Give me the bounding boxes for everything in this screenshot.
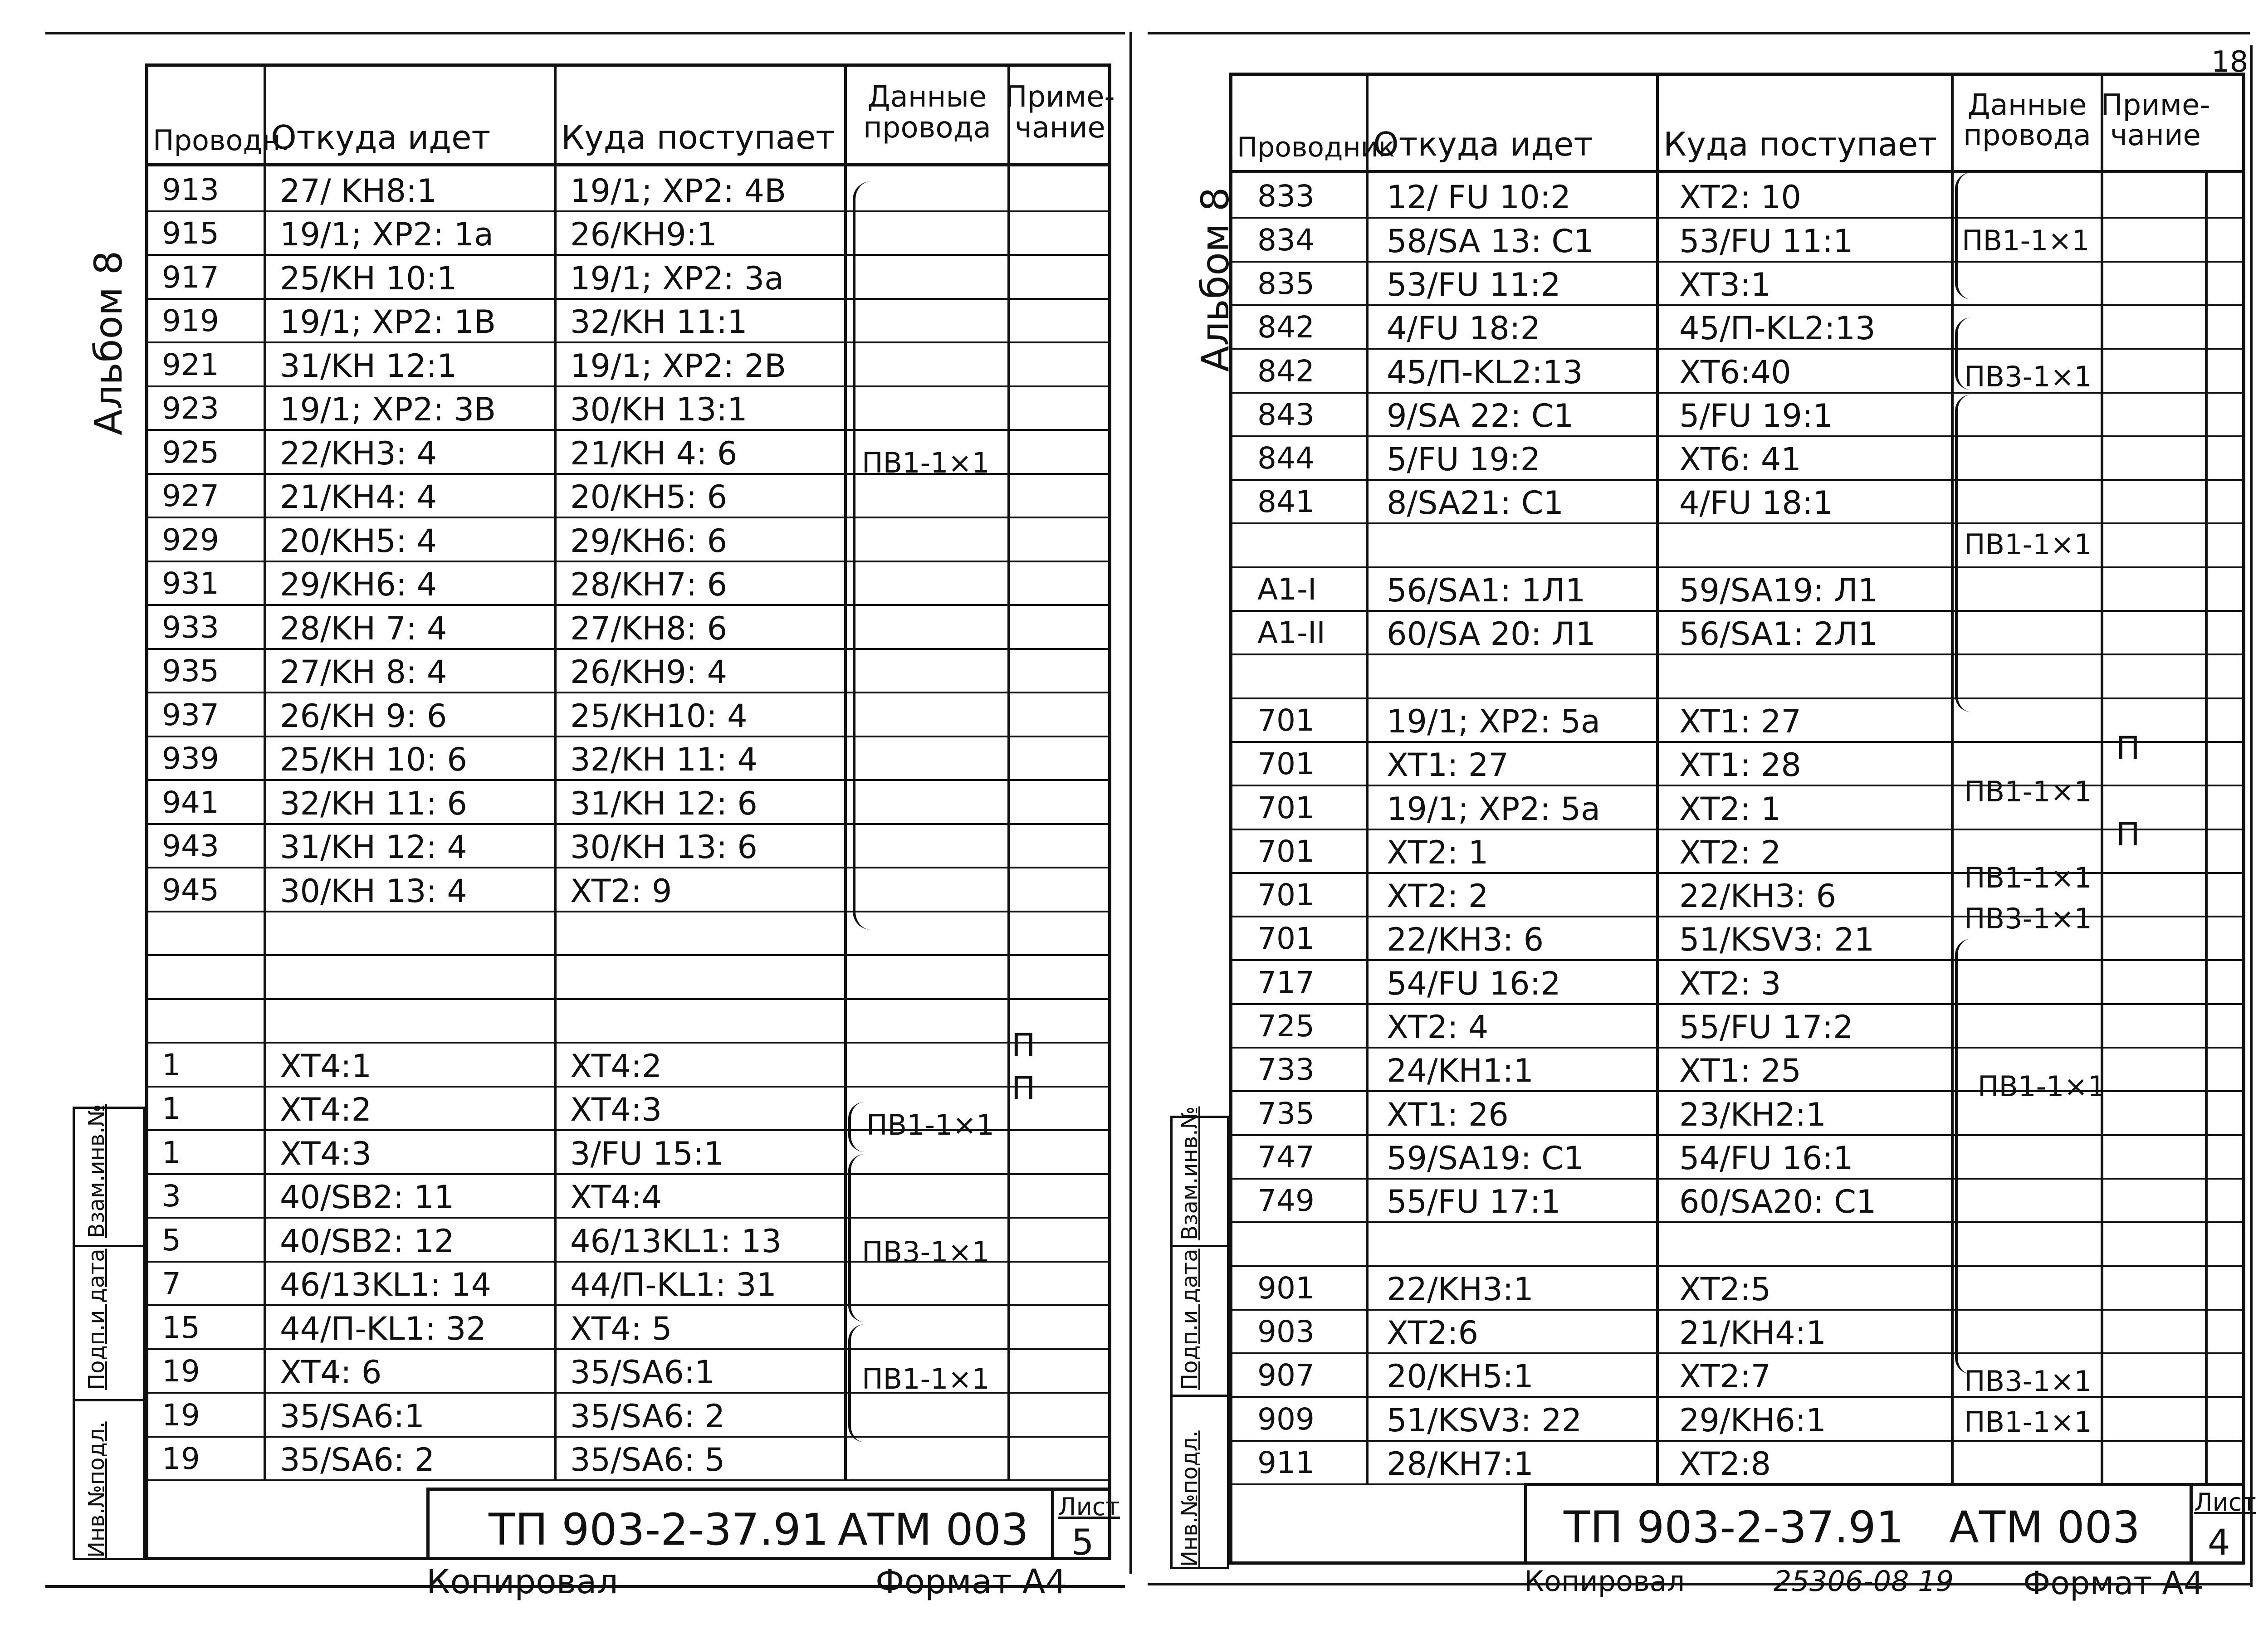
table-cell-to: 44/П-KL1: 31 — [570, 1266, 777, 1303]
table-cell-from: 40/SB2: 12 — [280, 1222, 455, 1260]
row-divider — [148, 1479, 1108, 1481]
table-cell-wire: 701 — [1257, 790, 1315, 825]
table-cell-from: 44/П-KL1: 32 — [280, 1310, 486, 1347]
table-cell-wire: 945 — [162, 872, 219, 907]
table-cell-wire: A1-I — [1257, 572, 1317, 607]
footer-copy: Копировал — [426, 1562, 618, 1601]
table-cell-to: XT4:2 — [570, 1047, 662, 1085]
side-stamp-text: Взам.инв.№ — [84, 1104, 109, 1238]
wire-data: ПВ3-1×1 — [1964, 360, 2092, 393]
table-cell-to: 60/SA20: C1 — [1679, 1183, 1877, 1221]
stamp-code: ТП 903-2-37.91 — [489, 1504, 829, 1555]
table-cell-from: 19/1; XP2: 1a — [280, 216, 494, 253]
row-divider — [1232, 1134, 2242, 1136]
row-divider — [148, 429, 1108, 431]
row-divider — [1232, 1178, 2242, 1180]
table-cell-to: 26/KH9: 4 — [570, 654, 728, 691]
wire-data: ПВ1-1×1 — [1964, 861, 2092, 894]
wire-data: ПВ1-1×1 — [1962, 224, 2090, 257]
table-cell-wire: 841 — [1257, 484, 1315, 520]
table-cell-from: 9/SA 22: C1 — [1387, 397, 1574, 434]
table-cell-from: 54/FU 16:2 — [1387, 965, 1561, 1002]
table-cell-from: 51/KSV3: 22 — [1387, 1401, 1582, 1439]
table-cell-wire: 917 — [162, 259, 219, 295]
table-cell-from: 40/SB2: 11 — [280, 1179, 455, 1216]
table-cell-to: 20/KH5: 6 — [570, 478, 728, 516]
table-cell-from: 4/FU 18:2 — [1387, 310, 1541, 347]
table-cell-to: 54/FU 16:1 — [1679, 1139, 1853, 1177]
row-divider — [1232, 654, 2242, 655]
side-stamp-divider — [75, 1245, 143, 1247]
wire-data: ПВ3-1×1 — [862, 1235, 990, 1268]
note-mark: П — [2116, 816, 2140, 853]
table-cell-to: 29/KH6: 6 — [570, 522, 728, 560]
table-cell-to: 35/SA6: 5 — [570, 1441, 725, 1478]
table-cell-from: XT4:3 — [280, 1135, 372, 1172]
table-cell-to: XT4:4 — [570, 1179, 662, 1216]
header-wire: Проводник — [1232, 76, 1369, 170]
row-divider — [148, 867, 1108, 868]
table-header — [1232, 76, 2242, 173]
table-cell-to: 32/KH 11: 4 — [570, 741, 758, 778]
table-cell-wire: 931 — [162, 566, 219, 601]
table-cell-from: 31/KH 12:1 — [280, 347, 457, 385]
header-to: Куда поступает — [557, 67, 847, 163]
table-cell-wire: 919 — [162, 303, 219, 338]
table-cell-to: 21/KH 4: 6 — [570, 434, 738, 472]
table-cell-from: 22/KH3: 6 — [1387, 921, 1544, 959]
table-cell-from: 28/KH 7: 4 — [280, 610, 447, 647]
table-cell-wire: 935 — [162, 654, 219, 688]
table-cell-from: XT4:2 — [280, 1091, 372, 1128]
table-header — [148, 67, 1115, 166]
table-cell-from: 35/SA6:1 — [280, 1397, 425, 1435]
sheet-label: Лист — [2194, 1488, 2256, 1517]
side-stamp-text: Подп.и дата — [84, 1249, 109, 1390]
side-stamp-text: Инв.№подл. — [1177, 1430, 1202, 1567]
table-cell-to: XT2: 3 — [1679, 965, 1781, 1002]
table-cell-wire: 3 — [162, 1179, 181, 1214]
wire-data: ПВ1-1×1 — [1978, 1070, 2106, 1103]
table-cell-to: 30/KH 13:1 — [570, 391, 748, 428]
row-divider — [148, 1173, 1108, 1175]
table-cell-wire: 733 — [1257, 1052, 1315, 1088]
stamp-doc: АТМ 003 — [838, 1504, 1029, 1555]
table-cell-wire: 933 — [162, 610, 219, 645]
wire-data: ПВ3-1×1 — [1964, 902, 2092, 935]
table-cell-to: XT2:5 — [1679, 1270, 1771, 1308]
table-cell-wire: 15 — [162, 1310, 200, 1345]
table-cell-from: 58/SA 13: C1 — [1387, 222, 1594, 260]
table-cell-to: XT2: 2 — [1679, 834, 1781, 871]
table-cell-wire: 725 — [1257, 1009, 1315, 1044]
row-divider — [1232, 522, 2242, 524]
table-cell-from: 32/KH 11: 6 — [280, 785, 467, 822]
wire-data: ПВ1-1×1 — [862, 1362, 990, 1395]
side-stamp-text: Подп.и дата — [1177, 1249, 1202, 1390]
side-stamp-right — [1170, 1106, 1229, 1569]
table-cell-to: XT4:3 — [570, 1091, 662, 1128]
table-cell-to: XT1: 28 — [1679, 746, 1801, 784]
table-cell-from: XT1: 27 — [1387, 746, 1509, 784]
row-divider — [148, 911, 1108, 912]
table-cell-to: 3/FU 15:1 — [570, 1135, 724, 1172]
row-divider — [1232, 1221, 2242, 1223]
table-cell-from: XT2: 2 — [1387, 878, 1489, 915]
table-cell-wire: 833 — [1257, 179, 1315, 214]
table-cell-from: 12/ FU 10:2 — [1387, 179, 1571, 216]
row-divider — [148, 736, 1108, 737]
footer-copy: Копировал — [1524, 1565, 1685, 1598]
table-cell-wire: 925 — [162, 434, 219, 470]
row-divider — [148, 692, 1108, 693]
row-divider — [148, 1086, 1108, 1088]
row-divider — [148, 998, 1108, 1000]
row-divider — [1232, 348, 2242, 350]
table-cell-from: 19/1; XP2: 5a — [1387, 790, 1600, 828]
table-cell-wire: 923 — [162, 391, 219, 426]
table-cell-from: 27/KH 8: 4 — [280, 654, 447, 691]
row-divider — [148, 385, 1108, 387]
table-cell-from: XT2:6 — [1387, 1314, 1479, 1352]
table-cell-wire: 835 — [1257, 266, 1315, 301]
table-cell-wire: 19 — [162, 1354, 200, 1389]
row-divider — [1232, 1309, 2242, 1311]
side-stamp-divider — [75, 1399, 143, 1401]
table-cell-to: 30/KH 13: 6 — [570, 829, 758, 866]
table-cell-from: XT1: 26 — [1387, 1096, 1509, 1133]
table-cell-to: 53/FU 11:1 — [1679, 222, 1853, 260]
table-cell-to: 45/П-KL2:13 — [1679, 310, 1876, 347]
row-divider — [148, 341, 1108, 343]
table-cell-from: 8/SA21: C1 — [1387, 484, 1564, 522]
table-cell-from: 25/KH 10:1 — [280, 259, 457, 297]
row-divider — [1232, 435, 2242, 437]
table-cell-wire: 701 — [1257, 702, 1315, 738]
row-divider — [1232, 479, 2242, 481]
right-border — [2250, 45, 2253, 1587]
wire-table-left — [145, 63, 1115, 1560]
table-cell-from: 59/SA19: C1 — [1387, 1139, 1584, 1177]
header-wire: Проводн. — [148, 67, 266, 163]
row-divider — [1232, 610, 2242, 612]
table-cell-wire: 1 — [162, 1135, 181, 1170]
table-cell-to: 19/1; XP2: 2B — [570, 347, 787, 385]
row-divider — [1232, 217, 2242, 219]
table-cell-wire: 844 — [1257, 441, 1315, 476]
table-cell-to: XT6: 41 — [1679, 441, 1801, 478]
row-divider — [148, 1304, 1108, 1306]
row-divider — [148, 210, 1108, 212]
table-cell-wire: 909 — [1257, 1401, 1315, 1437]
table-cell-to: 31/KH 12: 6 — [570, 785, 758, 822]
table-cell-from: 20/KH5:1 — [1387, 1358, 1534, 1395]
table-cell-to: XT2: 1 — [1679, 790, 1781, 828]
row-divider — [1232, 697, 2242, 699]
table-cell-to: XT1: 27 — [1679, 702, 1801, 740]
row-divider — [1232, 741, 2242, 743]
side-stamp-text: Инв.№подл. — [84, 1421, 109, 1558]
table-cell-wire: 717 — [1257, 965, 1315, 1000]
album-label-left: Альбом 8 — [86, 250, 131, 435]
title-stamp-right — [1524, 1483, 2256, 1565]
table-cell-to: 51/KSV3: 21 — [1679, 921, 1875, 959]
table-cell-from: 25/KH 10: 6 — [280, 741, 467, 778]
table-cell-from: 55/FU 17:1 — [1387, 1183, 1561, 1221]
table-cell-from: 56/SA1: 1Л1 — [1387, 572, 1586, 609]
table-cell-wire: 701 — [1257, 834, 1315, 869]
brace — [853, 181, 874, 930]
table-cell-to: 19/1; XP2: 3a — [570, 259, 784, 297]
wire-data: ПВ1-1×1 — [1964, 775, 2092, 808]
header-from: Откуда идет — [266, 67, 557, 163]
table-cell-to: XT2: 9 — [570, 872, 672, 910]
table-cell-wire: 7 — [162, 1266, 181, 1301]
table-cell-from: 22/KH3:1 — [1387, 1270, 1534, 1308]
table-cell-wire: 927 — [162, 478, 219, 513]
table-cell-from: 19/1; XP2: 5a — [1387, 702, 1600, 740]
row-divider — [1232, 1003, 2242, 1005]
table-cell-wire: 911 — [1257, 1445, 1315, 1480]
top-border — [1148, 32, 2250, 34]
row-divider — [148, 823, 1108, 825]
row-divider — [1232, 959, 2242, 961]
sheet-label: Лист — [1058, 1493, 1120, 1521]
row-divider — [1232, 304, 2242, 306]
table-cell-to: XT2: 10 — [1679, 179, 1801, 216]
table-cell-to: 21/KH4:1 — [1679, 1314, 1826, 1352]
table-cell-from: 20/KH5: 4 — [280, 522, 437, 560]
table-cell-from: 35/SA6: 2 — [280, 1441, 435, 1478]
table-cell-from: 19/1; XP2: 1B — [280, 303, 496, 341]
table-cell-from: XT4: 6 — [280, 1354, 382, 1391]
row-divider — [148, 254, 1108, 256]
table-cell-wire: 921 — [162, 347, 219, 382]
table-cell-to: 29/KH6:1 — [1679, 1401, 1826, 1439]
footer-format: Формат А4 — [875, 1562, 1067, 1601]
header-to: Куда поступает — [1659, 76, 1954, 170]
table-cell-from: 29/KH6: 4 — [280, 566, 437, 603]
row-divider — [148, 604, 1108, 606]
table-cell-wire: 915 — [162, 216, 219, 251]
side-stamp-text: Взам.инв.№ — [1177, 1106, 1202, 1240]
table-cell-to: 26/KH9:1 — [570, 216, 717, 253]
table-cell-to: 55/FU 17:2 — [1679, 1009, 1853, 1046]
table-cell-wire: 842 — [1257, 353, 1315, 389]
top-border — [45, 32, 1125, 34]
table-cell-wire: 5 — [162, 1222, 181, 1258]
table-cell-from: 24/KH1:1 — [1387, 1052, 1534, 1090]
table-cell-wire: 19 — [162, 1397, 200, 1433]
wire-data: ПВ1-1×1 — [866, 1108, 994, 1141]
table-cell-wire: 901 — [1257, 1270, 1315, 1306]
table-cell-wire: 943 — [162, 829, 219, 863]
table-cell-wire: 939 — [162, 741, 219, 776]
table-cell-from: 46/13KL1: 14 — [280, 1266, 492, 1303]
row-divider — [1232, 1440, 2242, 1442]
wire-data: ПВ1-1×1 — [862, 446, 990, 479]
footer-number: 25306-08 19 — [1774, 1565, 1954, 1598]
row-divider — [148, 561, 1108, 562]
row-divider — [148, 1348, 1108, 1350]
side-stamp-left — [73, 1104, 145, 1560]
row-divider — [148, 779, 1108, 781]
table-cell-wire: 701 — [1257, 878, 1315, 913]
table-cell-to: 28/KH7: 6 — [570, 566, 728, 603]
table-cell-wire: 1 — [162, 1047, 181, 1083]
note-mark: П — [2116, 730, 2140, 767]
table-cell-to: XT4: 5 — [570, 1310, 672, 1347]
table-cell-to: 59/SA19: Л1 — [1679, 572, 1878, 609]
table-cell-to: 19/1; XP2: 4B — [570, 172, 787, 210]
wire-table-right — [1229, 73, 2245, 1565]
title-stamp-left — [426, 1488, 1120, 1563]
table-cell-to: XT3:1 — [1679, 266, 1771, 303]
table-cell-from: XT2: 1 — [1387, 834, 1489, 871]
table-cell-wire: A1-II — [1257, 615, 1325, 651]
stamp-doc: АТМ 003 — [1949, 1502, 2140, 1553]
table-cell-from: 45/П-KL2:13 — [1387, 353, 1583, 391]
table-cell-to: XT1: 25 — [1679, 1052, 1801, 1090]
row-divider — [1232, 1265, 2242, 1267]
table-cell-to: 35/SA6:1 — [570, 1354, 715, 1391]
header-wire-data: Данные провода — [847, 67, 1010, 163]
table-cell-to: XT6:40 — [1679, 353, 1791, 391]
row-divider — [148, 1217, 1108, 1219]
table-cell-wire: 843 — [1257, 397, 1315, 432]
table-cell-from: XT4:1 — [280, 1047, 372, 1085]
table-cell-wire: 842 — [1257, 310, 1315, 345]
table-cell-to: 23/KH2:1 — [1679, 1096, 1826, 1133]
table-cell-wire: 747 — [1257, 1139, 1315, 1175]
table-cell-from: 22/KH3: 4 — [280, 434, 437, 472]
row-divider — [148, 1042, 1108, 1044]
note-mark: П — [1012, 1027, 1036, 1064]
row-divider — [148, 1436, 1108, 1438]
table-cell-to: 25/KH10: 4 — [570, 697, 748, 735]
table-cell-wire: 913 — [162, 172, 219, 207]
row-divider — [1232, 566, 2242, 568]
brace — [848, 1102, 865, 1152]
header-note: Приме-чание — [1005, 80, 1115, 145]
table-cell-wire: 701 — [1257, 746, 1315, 782]
table-cell-wire: 907 — [1257, 1358, 1315, 1393]
table-cell-wire: 937 — [162, 697, 219, 732]
row-divider — [148, 954, 1108, 956]
side-stamp-divider — [1173, 1245, 1227, 1247]
wire-data: ПВ1-1×1 — [1964, 528, 2092, 561]
table-cell-from: 31/KH 12: 4 — [280, 829, 467, 866]
album-label-right: Альбом 8 — [1193, 187, 1237, 372]
footer-format: Формат А4 — [2023, 1565, 2204, 1602]
row-divider — [1232, 1047, 2242, 1049]
table-cell-from: 60/SA 20: Л1 — [1387, 615, 1596, 653]
table-cell-to: 4/FU 18:1 — [1679, 484, 1833, 522]
table-cell-from: 5/FU 19:2 — [1387, 441, 1541, 478]
row-divider — [1232, 261, 2242, 263]
table-cell-from: 53/FU 11:2 — [1387, 266, 1561, 303]
wire-data: ПВ3-1×1 — [1964, 1365, 2092, 1398]
header-note: Приме-чание — [2101, 88, 2210, 152]
table-cell-to: 27/KH8: 6 — [570, 610, 728, 647]
table-cell-to: 35/SA6: 2 — [570, 1397, 725, 1435]
note-mark: П — [1012, 1070, 1036, 1107]
table-cell-from: 26/KH 9: 6 — [280, 697, 447, 735]
table-cell-wire: 929 — [162, 522, 219, 557]
brace — [1955, 939, 1971, 1374]
page-number: 18 — [2211, 45, 2248, 79]
table-cell-to: 32/KH 11:1 — [570, 303, 748, 341]
table-cell-to: 22/KH3: 6 — [1679, 878, 1837, 915]
table-cell-from: 21/KH4: 4 — [280, 478, 437, 516]
table-cell-wire: 834 — [1257, 222, 1315, 258]
sheet-divider — [1129, 32, 1132, 1574]
table-cell-to: 46/13KL1: 13 — [570, 1222, 782, 1260]
table-cell-wire: 941 — [162, 785, 219, 820]
table-cell-wire: 19 — [162, 1441, 200, 1476]
stamp-code: ТП 903-2-37.91 — [1564, 1502, 1904, 1553]
wire-data: ПВ1-1×1 — [1964, 1405, 2092, 1439]
table-cell-from: 27/ KH8:1 — [280, 172, 437, 210]
header-wire-data: Данные провода — [1954, 76, 2103, 170]
table-cell-from: 19/1; XP2: 3B — [280, 391, 496, 428]
table-cell-wire: 735 — [1257, 1096, 1315, 1131]
sheet-number: 5 — [1071, 1522, 1094, 1563]
table-cell-to: XT2:8 — [1679, 1445, 1771, 1483]
table-cell-wire: 749 — [1257, 1183, 1315, 1219]
table-cell-from: 28/KH7:1 — [1387, 1445, 1534, 1483]
row-divider — [148, 298, 1108, 300]
table-cell-wire: 701 — [1257, 921, 1315, 956]
table-cell-to: XT2:7 — [1679, 1358, 1771, 1395]
sheet-number: 4 — [2208, 1522, 2230, 1563]
right-sheet — [1134, 0, 2268, 1634]
table-cell-wire: 1 — [162, 1091, 181, 1126]
row-divider — [1232, 1352, 2242, 1354]
side-stamp-divider — [1173, 1395, 1227, 1397]
row-divider — [1232, 829, 2242, 830]
table-cell-to: 5/FU 19:1 — [1679, 397, 1833, 434]
row-divider — [148, 517, 1108, 518]
table-cell-from: XT2: 4 — [1387, 1009, 1489, 1046]
table-cell-from: 30/KH 13: 4 — [280, 872, 467, 910]
table-cell-to: 56/SA1: 2Л1 — [1679, 615, 1878, 653]
header-from: Откуда идет — [1369, 76, 1659, 170]
table-cell-wire: 903 — [1257, 1314, 1315, 1350]
row-divider — [148, 648, 1108, 650]
